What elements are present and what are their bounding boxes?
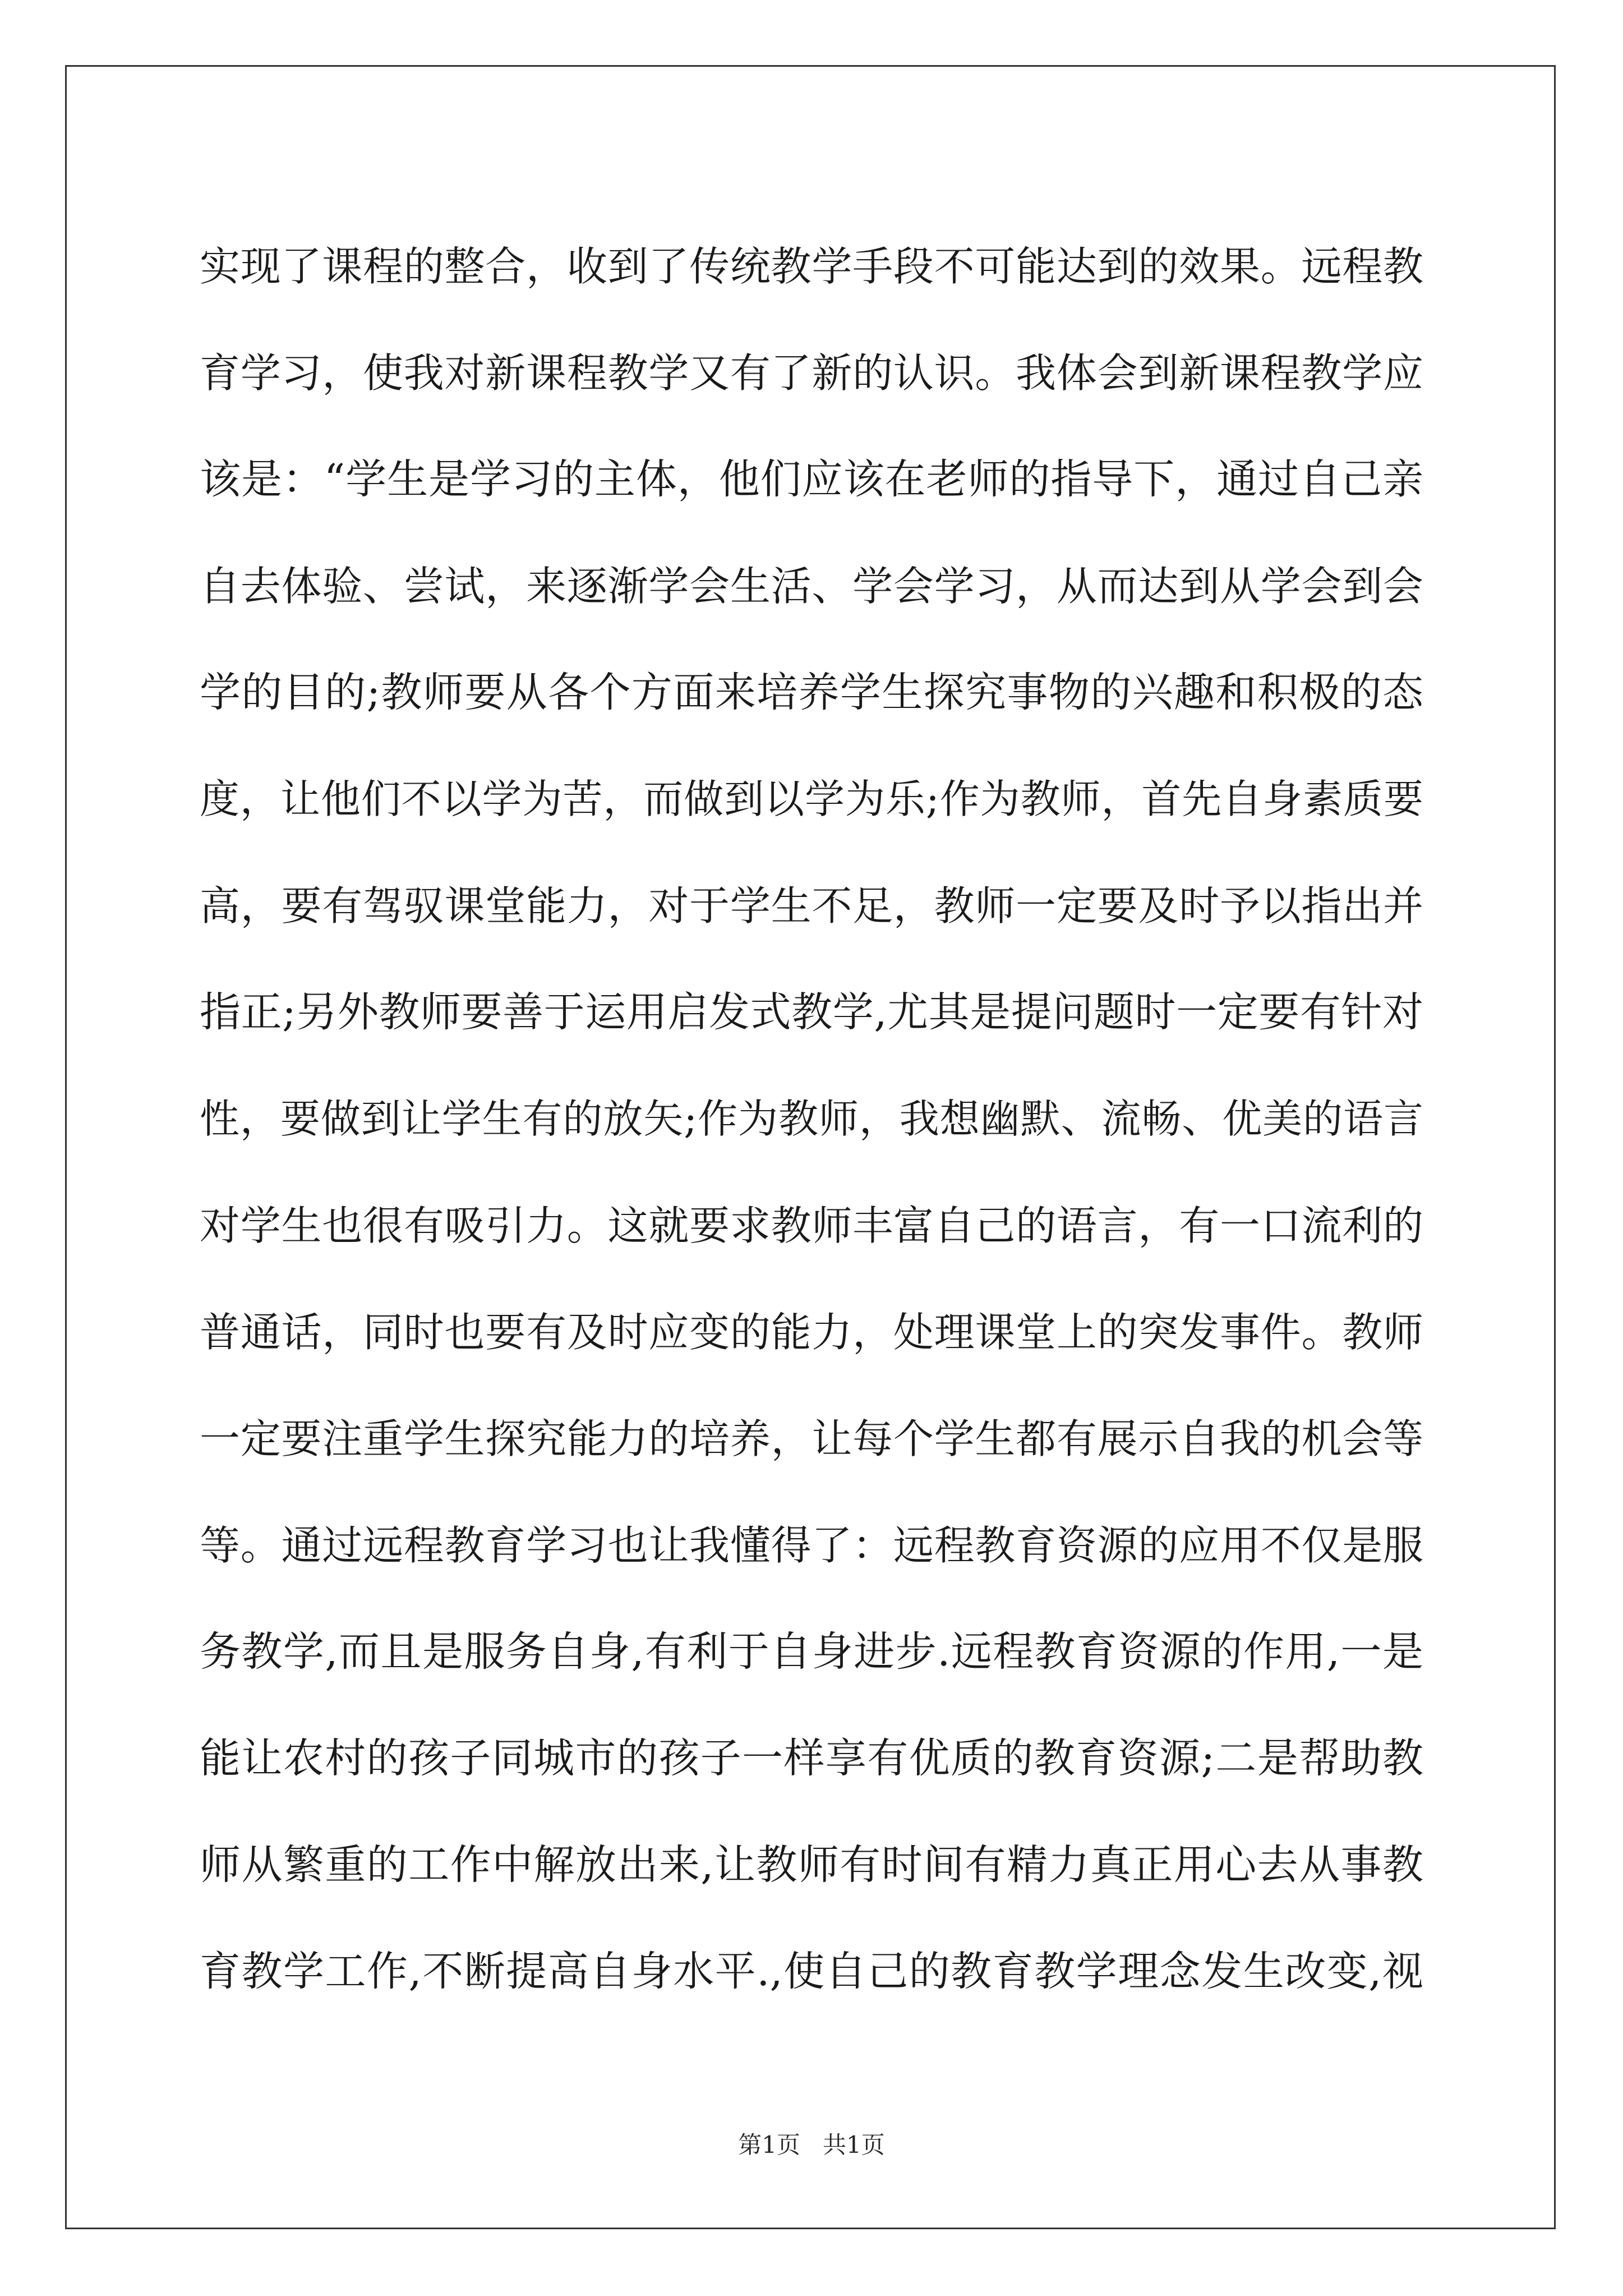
text-line: 指正;另外教师要善于运用启发式教学,尤其是提问题时一定要有针对 (200, 988, 1423, 1036)
text-line: 能让农村的孩子同城市的孩子一样享有优质的教育资源;二是帮助教 (200, 1734, 1423, 1782)
text-line: 高，要有驾驭课堂能力，对于学生不足，教师一定要及时予以指出并 (200, 882, 1423, 930)
page-number: 第1页 (738, 2131, 800, 2159)
text-line: 度，让他们不以学为苦，而做到以学为乐;作为教师，首先自身素质要 (200, 776, 1423, 822)
text-line: 对学生也很有吸引力。这就要求教师丰富自己的语言，有一口流利的 (200, 1202, 1423, 1249)
text-line: 等。通过远程教育学习也让我懂得了：远程教育资源的应用不仅是服 (200, 1522, 1423, 1569)
text-line: 育教学工作,不断提高自身水平.,使自己的教育教学理念发生改变,视 (200, 1948, 1423, 1995)
text-line: 学的目的;教师要从各个方面来培养学生探究事物的兴趣和积极的态 (200, 669, 1423, 716)
text-line: 一定要注重学生探究能力的培养，让每个学生都有展示自我的机会等 (200, 1415, 1423, 1462)
text-line: 该是：“学生是学习的主体，他们应该在老师的指导下，通过自己亲 (200, 455, 1423, 503)
text-line: 务教学,而且是服务自身,有利于自身进步.远程教育资源的作用,一是 (200, 1628, 1423, 1676)
text-line: 自去体验、尝试，来逐渐学会生活、学会学习，从而达到从学会到会 (200, 563, 1423, 610)
total-pages: 共1页 (823, 2131, 885, 2159)
text-line: 普通话，同时也要有及时应变的能力，处理课堂上的突发事件。教师 (200, 1309, 1423, 1356)
text-line: 实现了课程的整合，收到了传统教学手段不可能达到的效果。远程教 (200, 243, 1423, 290)
document-body (200, 213, 1423, 2025)
text-line: 师从繁重的工作中解放出来,让教师有时间有精力真正用心去从事教 (200, 1841, 1423, 1889)
page-footer (0, 2128, 1623, 2162)
text-line: 育学习，使我对新课程教学又有了新的认识。我体会到新课程教学应 (200, 349, 1423, 397)
text-line: 性，要做到让学生有的放矢;作为教师，我想幽默、流畅、优美的语言 (200, 1096, 1423, 1142)
footer-spacer (800, 2131, 823, 2159)
